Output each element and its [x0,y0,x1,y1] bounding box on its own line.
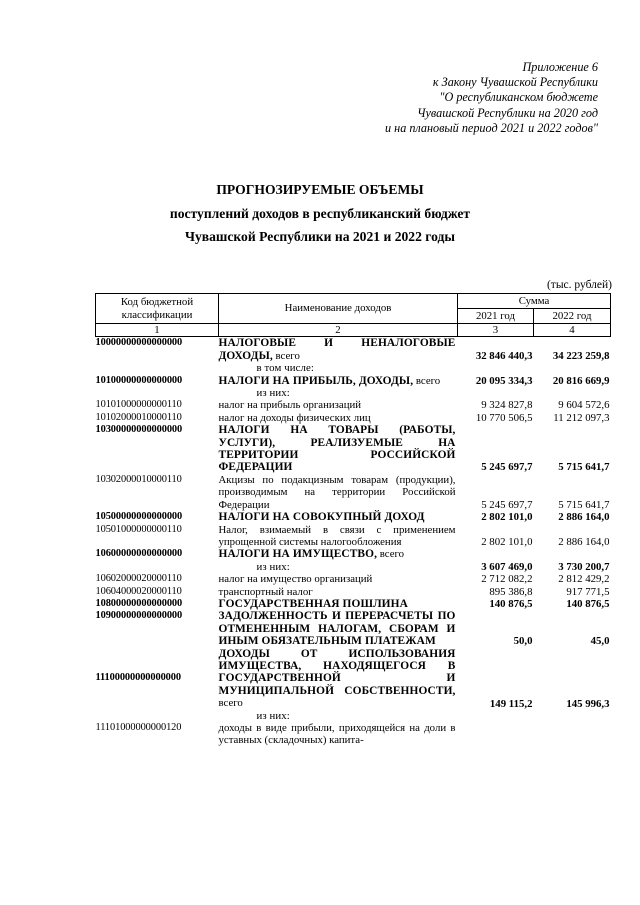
budget-code: 10600000000000000 [95,548,183,560]
revenue-name [219,424,458,474]
revenue-name-text: доходы в виде прибыли, приходящейся на доли в уставных (складочных) капита- [218,722,456,747]
revenue-name-text: налог на прибыль организаций [218,399,362,412]
header-name: Наименование доходов [219,294,458,324]
appendix-line: Чувашской Республики на 2020 год [417,105,598,120]
header-col-number: 4 [534,324,611,337]
value-2021: 5 245 697,7 [481,498,533,511]
header-year-2021: 2021 год [458,309,534,324]
table-row [96,586,611,598]
budget-code: 10102000010000110 [95,411,182,423]
value-2021: 5 245 697,7 [481,461,533,474]
revenue-name-text: НАЛОГИ НА ТОВАРЫ (РАБОТЫ, УСЛУГИ), РЕАЛИЗУЕМЫЕ НА ТЕРРИТОРИИ РОССИЙСКОЙ ФЕДЕРАЦИИ [218,424,456,474]
budget-code: 10900000000000000 [95,610,183,622]
subheading-note: из них: [256,709,290,722]
value-2021: 895 386,8 [489,585,533,598]
table-row [96,424,611,474]
revenue-name-text: НАЛОГИ НА ПРИБЫЛЬ, ДОХОДЫ, [218,374,414,387]
budget-code: 10302000010000110 [95,473,182,485]
header-sum: Сумма [458,294,611,309]
value-2021: 149 115,2 [489,697,533,710]
revenue-name-text: Акцизы по подакцизным товарам (продукции), производимым на территории Российской Федерации [218,473,456,511]
header-col-number: 1 [96,324,219,337]
appendix-line: "О республиканском бюджете [439,90,598,105]
revenue-name-suffix: всего [218,697,243,710]
budget-code: 10101000000000110 [95,399,182,411]
revenue-name-text: ГОСУДАРСТВЕННАЯ ПОШЛИНА [218,597,408,610]
revenue-name [219,511,458,523]
value-2022: 45,0 [590,635,610,648]
value-2022: 3 730 200,7 [558,560,610,573]
table-row [96,722,611,747]
budget-code: 10602000020000110 [95,573,182,585]
value-2021: 9 324 827,8 [481,399,533,412]
header-col-number: 2 [219,324,458,337]
value-2021: 20 095 334,3 [475,375,533,388]
revenue-name [219,474,458,511]
table-row [96,412,611,424]
title-line: Чувашской Республики на 2021 и 2022 годы [184,229,456,244]
value-2021: 2 712 082,2 [481,573,533,586]
revenue-name [219,375,458,400]
table-row [96,598,611,610]
value-2022: 9 604 572,6 [558,399,610,412]
revenue-name-text: НАЛОГИ НА ИМУЩЕСТВО, [218,548,378,561]
revenue-name-text: НАЛОГИ НА СОВОКУПНЫЙ ДОХОД [218,511,425,524]
units-label: (тыс. рублей) [546,279,612,291]
appendix-note [298,60,598,136]
table-row [96,548,611,573]
table-row [96,474,611,511]
revenue-name [219,610,458,647]
budget-code: 11101000000000120 [95,722,182,733]
appendix-line: к Закону Чувашской Республики [432,75,598,90]
revenue-name [219,573,458,585]
value-2022: 5 715 641,7 [558,498,610,511]
value-2022: 145 996,3 [566,697,610,710]
revenue-name-text: ДОХОДЫ ОТ ИСПОЛЬЗОВАНИЯ ИМУЩЕСТВА, НАХОДЯЩЕГОСЯ В ГОСУДАРСТВЕННОЙ И МУНИЦИПАЛЬНОЙ СОБСТВЕННОСТИ, [218,647,456,697]
value-2022: 5 715 641,7 [558,461,610,474]
revenue-name-text: ЗАДОЛЖЕННОСТЬ И ПЕРЕРАСЧЕТЫ ПО ОТМЕНЕННЫМ НАЛОГАМ, СБОРАМ И ИНЫМ ОБЯЗАТЕЛЬНЫМ ПЛАТЕЖАМ [218,610,456,648]
value-2021: 140 876,5 [489,597,533,610]
table-row [96,648,611,722]
revenue-name [219,337,458,375]
value-2021 [458,722,534,747]
table-row [96,375,611,400]
budget-code: 11100000000000000 [95,671,181,683]
table-row [96,610,611,647]
value-2022: 2 886 164,0 [558,511,610,524]
value-2021: 2 802 101,0 [481,535,533,548]
title-line: ПРОГНОЗИРУЕМЫЕ ОБЪЕМЫ [216,182,424,197]
appendix-line: Приложение 6 [522,60,598,74]
revenue-name [219,548,458,573]
revenue-name-text: НАЛОГОВЫЕ И НЕНАЛОГОВЫЕ ДОХОДЫ, [218,337,456,362]
revenue-name-text: налог на имущество организаций [218,573,373,586]
revenue-name-suffix: всего [272,349,300,362]
table-row [96,573,611,585]
value-2022: 11 212 097,3 [553,411,610,424]
table-row [96,511,611,523]
revenue-name-suffix: всего [377,548,405,561]
value-2022: 34 223 259,8 [552,350,610,363]
value-2021: 3 607 469,0 [481,560,533,573]
budget-code: 10100000000000000 [95,374,183,386]
table-row [96,524,611,549]
header-year-2022: 2022 год [534,309,611,324]
revenue-name [219,412,458,424]
header-code: Код бюджетной классификации [96,294,219,324]
document-title [0,178,640,249]
value-2022: 140 876,5 [566,597,610,610]
subheading-note: из них: [256,560,290,573]
revenue-name [219,399,458,411]
revenue-table [95,293,611,747]
header-col-number: 3 [458,324,534,337]
value-2021: 32 846 440,3 [475,350,533,363]
budget-code: 10501000000000110 [95,523,182,535]
value-2022: 917 771,5 [566,585,610,598]
revenue-name [219,598,458,610]
subheading-note: в том числе: [256,362,314,375]
budget-code: 10000000000000000 [95,337,183,349]
value-2022 [534,722,611,747]
value-2022: 2 886 164,0 [558,535,610,548]
table-row [96,337,611,375]
revenue-name [219,524,458,549]
revenue-name [219,586,458,598]
budget-code: 10604000020000110 [95,585,182,597]
appendix-line: и на плановый период 2021 и 2022 годов" [385,120,598,135]
value-2022: 2 812 429,2 [558,573,610,586]
value-2022: 20 816 669,9 [552,375,610,388]
revenue-name-text: транспортный налог [218,585,313,598]
revenue-name-text: налог на доходы физических лиц [218,411,371,424]
budget-code: 10300000000000000 [95,424,183,436]
value-2021: 2 802 101,0 [481,511,533,524]
budget-code: 10800000000000000 [95,597,183,609]
value-2021: 10 770 506,5 [475,411,533,424]
revenue-name [219,722,458,747]
table-row [96,399,611,411]
budget-code: 10500000000000000 [95,511,183,523]
revenue-name [219,648,458,722]
revenue-name-text: Налог, взимаемый в связи с применением упрощенной системы налогообложения [218,523,456,548]
value-2021: 50,0 [513,635,533,648]
revenue-name-suffix: всего [413,374,441,387]
title-line: поступлений доходов в республиканский бюджет [169,205,471,221]
subheading-note: из них: [256,387,290,400]
